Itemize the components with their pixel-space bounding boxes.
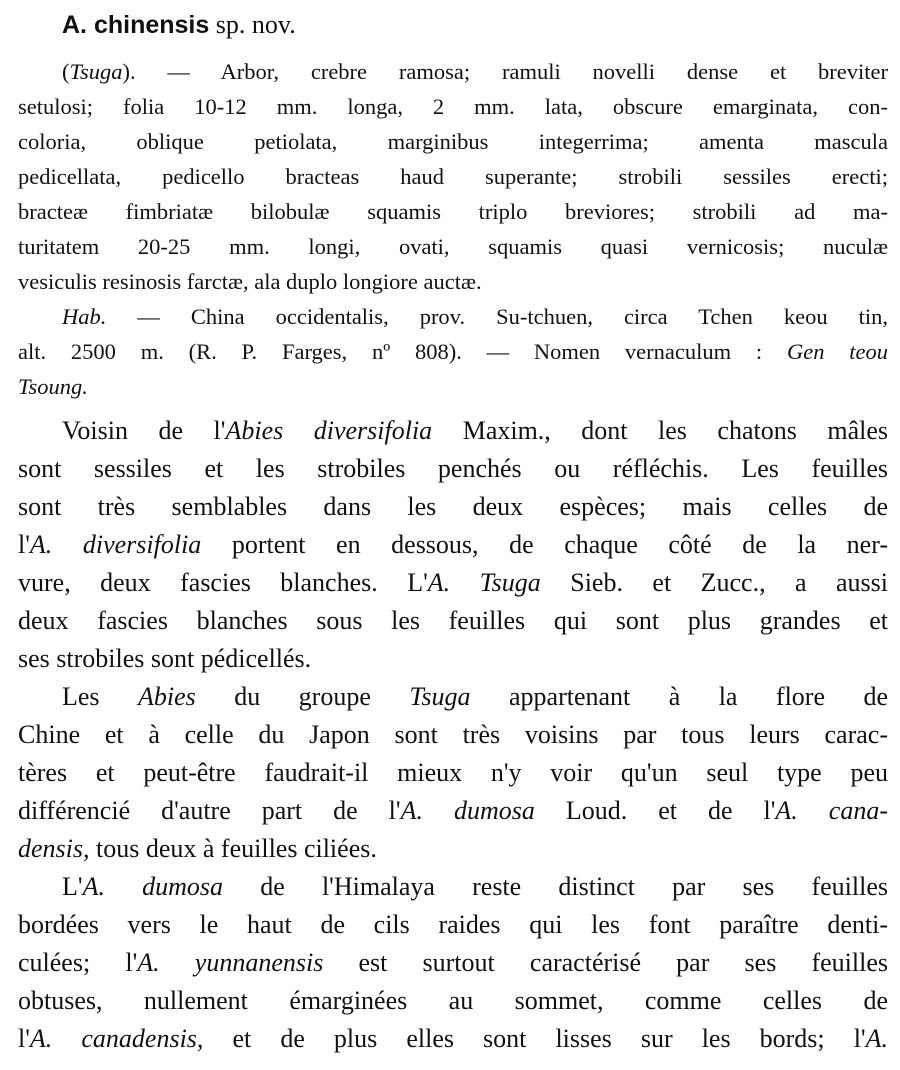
text-line [18,54,888,89]
text-line [18,194,888,229]
text-run: Voisin de l' [62,416,226,445]
text-line [18,830,888,868]
text-run: bordées vers le haut de cils raides qui les font paraître denti- [18,910,888,939]
text-run: ). — Arbor, crebre ramosa; ramuli novelli dense et breviter [122,59,888,84]
text-run: l' [18,1024,30,1053]
text-run: bracteæ fimbriatæ bilobulæ squamis triplo breviores; strobili ad ma- [18,199,888,224]
italic-text: Abies diversifolia [225,416,433,445]
italic-text: densis, [18,834,90,863]
text-run: obtuses, nullement émarginées au sommet, comme celles de [18,986,888,1015]
text-run: pedicellata, pedicello bracteas haud superante; strobili sessiles erecti; [18,164,888,189]
text-run: est surtout caractérisé par ses feuilles [323,948,888,977]
italic-text: Tsuga [409,682,471,711]
species-heading [62,8,296,42]
paragraph [18,678,888,868]
text-run: portent en dessous, de chaque côté de la ner- [201,530,888,559]
text-run: setulosi; folia 10-12 mm. longa, 2 mm. lata, obscure emarginata, con- [18,94,888,119]
text-run: de l'Himalaya reste distinct par ses feuilles [223,872,888,901]
italic-text: A. [865,1024,889,1053]
text-run: Sieb. et Zucc., a aussi [540,568,888,597]
latin-diagnosis-section [18,54,888,404]
text-run: — China occidentalis, prov. Su-tchuen, circa Tchen keou tin, [106,304,888,329]
text-run: ( [62,59,70,84]
text-line [18,264,888,299]
text-line [18,488,888,526]
text-run: sont très semblables dans les deux espèces; mais celles de [18,492,888,521]
text-run: du groupe [195,682,410,711]
french-discussion-section [18,412,888,1058]
text-run: différencié d'autre part de l' [18,796,401,825]
text-run: tères et peut-être faudrait-il mieux n'y voir qu'un seul type peu [18,758,888,787]
text-line [18,982,888,1020]
paragraph [18,412,888,678]
italic-text: Gen teou [786,339,888,364]
text-run: alt. 2500 m. (R. P. Farges, nº 808). — Nomen vernaculum : [18,339,787,364]
text-run: l' [18,530,30,559]
italic-text: A. diversifolia [29,530,202,559]
text-line [18,944,888,982]
text-run: culées; l' [18,948,138,977]
text-run: coloria, oblique petiolata, marginibus integerrima; amenta mascula [18,129,888,154]
text-line [18,906,888,944]
species-name: A. chinensis [62,11,210,39]
text-line [18,369,888,404]
text-run: tous deux à feuilles ciliées. [89,834,377,863]
text-line [18,564,888,602]
text-line [18,159,888,194]
text-line [18,754,888,792]
italic-text: A. dumosa [82,872,224,901]
italic-text: A. Tsuga [427,568,541,597]
italic-text: Abies [138,682,196,711]
italic-text: A. yunnanensis [137,948,324,977]
italic-text: Hab. [62,304,107,329]
text-run: turitatem 20-25 mm. longi, ovati, squamis quasi vernicosis; nuculæ [18,234,888,259]
paragraph [18,299,888,404]
text-run: Loud. et de l' [534,796,776,825]
paragraph [18,868,888,1058]
paragraph [18,54,888,299]
text-run: vesiculis resinosis farctæ, ala duplo longiore auctæ. [18,269,482,294]
text-line [18,526,888,564]
text-line [18,450,888,488]
text-run: Les [62,682,138,711]
text-line [18,299,888,334]
text-run: Maxim., dont les chatons mâles [432,416,889,445]
text-line [18,334,888,369]
text-line [18,124,888,159]
text-run: sont sessiles et les strobiles penchés ou réfléchis. Les feuilles [18,454,888,483]
italic-text: A. cana- [775,796,888,825]
text-line [18,640,888,678]
species-suffix: sp. nov. [209,10,296,39]
text-line [18,716,888,754]
italic-text: A. canadensis, [29,1024,204,1053]
text-run: deux fascies blanches sous les feuilles qui sont plus grandes et [18,606,888,635]
text-run: L' [62,872,83,901]
text-run: appartenant à la flore de [470,682,888,711]
text-line [18,229,888,264]
text-run: Chine et à celle du Japon sont très voisins par tous leurs carac- [18,720,888,749]
italic-text: A. dumosa [400,796,535,825]
text-line [18,1020,888,1058]
text-line [18,602,888,640]
text-line [18,89,888,124]
text-line [18,678,888,716]
text-line [18,792,888,830]
italic-text: Tsoung. [18,374,88,399]
text-run: et de plus elles sont lisses sur les bords; l' [203,1024,866,1053]
text-run: ses strobiles sont pédicellés. [18,644,312,673]
text-line [18,868,888,906]
italic-text: Tsuga [69,59,123,84]
text-line [18,412,888,450]
text-run: vure, deux fascies blanches. L' [18,568,428,597]
